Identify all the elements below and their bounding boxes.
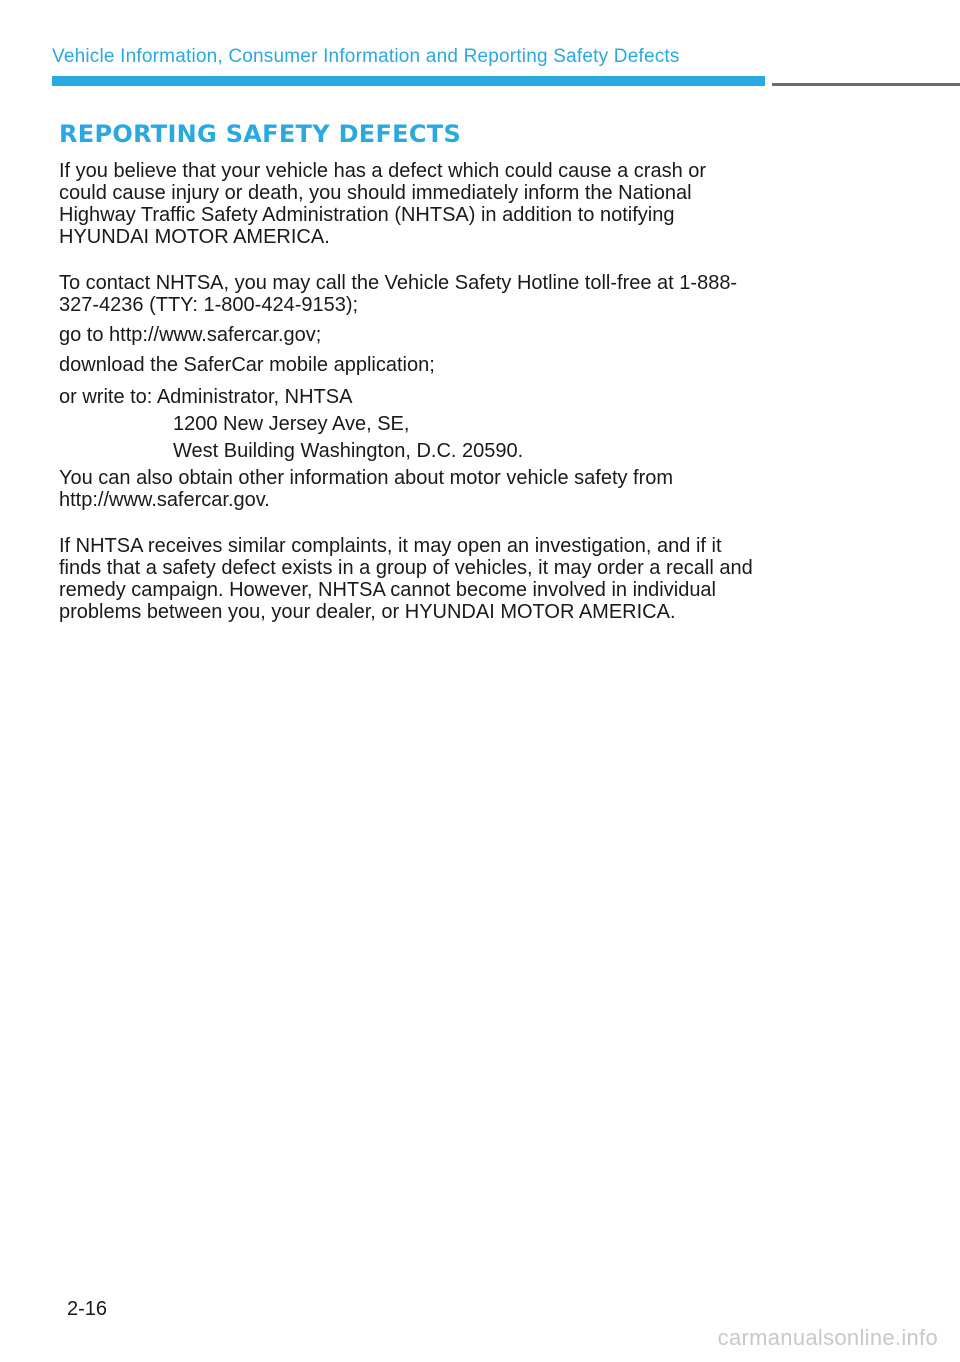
paragraph-contact xyxy=(59,272,879,316)
address-line: West Building Washington, D.C. 20590. xyxy=(173,440,524,462)
watermark: carmanualsonline.info xyxy=(717,1325,938,1350)
paragraph-line: To contact NHTSA, you may call the Vehicle Safety Hotline toll-free at 1-888- xyxy=(59,272,738,294)
paragraph-line: If you believe that your vehicle has a defect which could cause a crash or xyxy=(59,160,707,182)
paragraph-line: remedy campaign. However, NHTSA cannot become involved in individual xyxy=(59,579,717,601)
paragraph-line: You can also obtain other information about motor vehicle safety from xyxy=(59,467,674,489)
paragraph-investigation xyxy=(59,535,879,623)
paragraph-line: could cause injury or death, you should immediately inform the National xyxy=(59,182,692,204)
page-header-title: Vehicle Information, Consumer Information and Reporting Safety Defects xyxy=(52,46,680,67)
paragraph-intro xyxy=(59,160,879,248)
paragraph-line: If NHTSA receives similar complaints, it may open an investigation, and if it xyxy=(59,535,722,557)
header-accent-bar xyxy=(52,76,765,86)
paragraph-more-info xyxy=(59,467,879,511)
paragraph-line: Highway Traffic Safety Administration (NHTSA) in addition to notifying xyxy=(59,204,675,226)
section-title: REPORTING SAFETY DEFECTS xyxy=(59,120,462,148)
paragraph-line: problems between you, your dealer, or HYUNDAI MOTOR AMERICA. xyxy=(59,601,676,623)
paragraph-line: 327-4236 (TTY: 1-800-424-9153); xyxy=(59,294,359,316)
main-content xyxy=(59,120,879,623)
address-line: or write to: Administrator, NHTSA xyxy=(59,386,353,408)
paragraph-line: http://www.safercar.gov. xyxy=(59,489,270,511)
page-number: 2-16 xyxy=(67,1298,108,1320)
paragraph-line: HYUNDAI MOTOR AMERICA. xyxy=(59,226,330,248)
paragraph-line: finds that a safety defect exists in a group of vehicles, it may order a recall and xyxy=(59,557,753,579)
website-line: go to http://www.safercar.gov; xyxy=(59,324,322,346)
mailing-address xyxy=(59,384,879,465)
mobile-app-line: download the SaferCar mobile application; xyxy=(59,354,435,376)
header-rule xyxy=(772,83,960,86)
address-line: 1200 New Jersey Ave, SE, xyxy=(173,413,410,435)
